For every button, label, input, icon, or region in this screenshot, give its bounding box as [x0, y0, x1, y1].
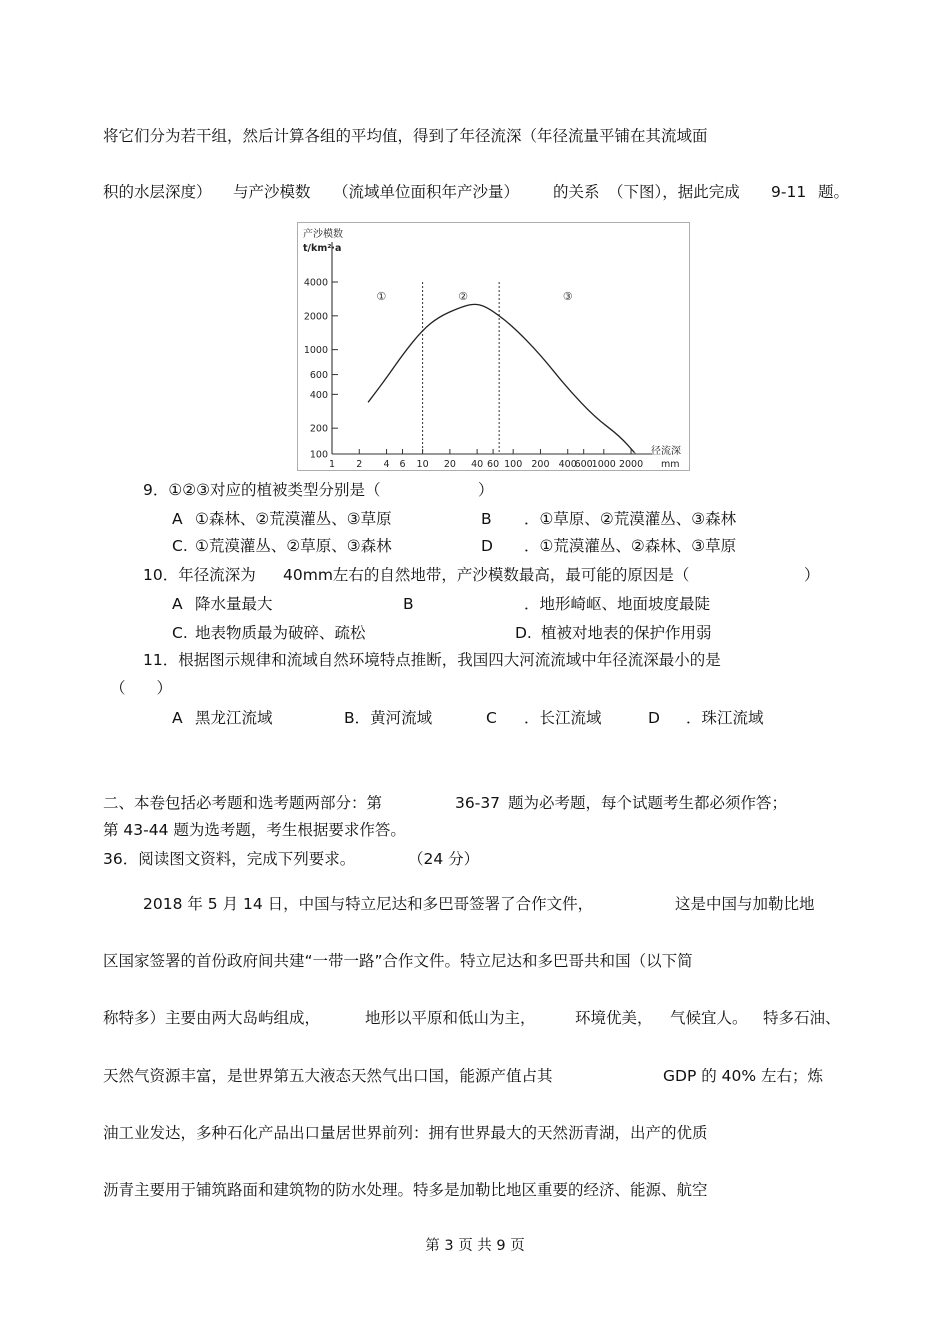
- intro-line-2f: 9-11: [771, 183, 807, 201]
- q36-p1a: 2018 年 5 月 14 日，中国与特立尼达和多巴哥签署了合作文件，: [143, 895, 594, 913]
- chart-x-tick-label: 400: [558, 459, 577, 470]
- q11-d-label: D: [648, 709, 660, 727]
- q9-option-a: ①森林、②荒漠灌丛、③草原: [195, 510, 392, 528]
- chart-y-tick-label: 2000: [303, 311, 328, 323]
- chart-x-tick-label: 2000: [618, 459, 644, 470]
- chart-y-tick-label: 4000: [303, 277, 328, 289]
- q9-option-d: ．①荒漠灌丛、②森林、③草原: [524, 537, 737, 555]
- q9-option-b: ．①草原、②荒漠灌丛、③森林: [524, 510, 737, 528]
- q11-c-label: C: [486, 709, 497, 727]
- intro-line-2b: 与产沙模数: [233, 183, 311, 201]
- chart-y-tick-label: 200: [309, 423, 328, 435]
- chart-x-tick-label: 60: [487, 459, 500, 470]
- chart-x-tick-label: 200: [531, 459, 550, 470]
- intro-line-2e: （下图），据此完成: [608, 183, 740, 201]
- chart-x-tick-label: 10: [416, 459, 429, 470]
- q36-p3c: 环境优美，: [575, 1009, 653, 1027]
- chart-svg: [297, 222, 690, 471]
- chart-ylabel-2: t/km²·a: [303, 243, 342, 254]
- q9-b-label: B: [481, 510, 492, 528]
- q36-p2: 区国家签署的首份政府间共建“一带一路”合作文件。特立尼达和多巴哥共和国（以下简: [103, 952, 693, 970]
- q10-a-label: A: [172, 595, 183, 613]
- q9-close: ）: [478, 481, 494, 499]
- section2-line1b: 36-37: [455, 794, 501, 812]
- q11-paren: （ ）: [110, 679, 173, 697]
- q9-stem: 9．①②③对应的植被类型分别是（: [143, 481, 381, 499]
- q10-stem-b: 40mm左右的自然地带，产沙模数最高，最可能的原因是（: [283, 566, 690, 584]
- q9-c-label: C.: [172, 537, 188, 555]
- q11-option-d: ．珠江流域: [686, 709, 764, 727]
- chart-ylabel-1: 产沙模数: [303, 229, 343, 240]
- q10-close: ）: [804, 566, 820, 584]
- chart-xlabel-1: 径流深: [651, 446, 681, 457]
- intro-line-2c: （流域单位面积年产沙量）: [333, 183, 520, 201]
- chart-y-tick-label: 400: [309, 389, 328, 401]
- chart-x-tick-label: 6: [399, 459, 406, 470]
- chart-zone-label: ①: [376, 290, 387, 303]
- q36-stem: 36．阅读图文资料，完成下列要求。: [103, 850, 356, 868]
- q9-d-label: D: [481, 537, 493, 555]
- q9-a-label: A: [172, 510, 183, 528]
- chart-y-tick-label: 600: [309, 370, 328, 382]
- q9-option-c: ①荒漠灌丛、②草原、③森林: [195, 537, 392, 555]
- q10-option-b: ．地形崎岖、地面坡度最陡: [524, 595, 711, 613]
- section2-line1a: 二、本卷包括必考题和选考题两部分：第: [103, 794, 383, 812]
- page-footer: 第 3 页 共 9 页: [425, 1238, 525, 1254]
- q10-stem-a: 10．年径流深为: [143, 566, 256, 584]
- q36-p3e: 特多石油、: [763, 1009, 841, 1027]
- q10-option-d: 植被对地表的保护作用弱: [541, 624, 712, 642]
- q11-a-label: A: [172, 709, 183, 727]
- q36-p6: 沥青主要用于铺筑路面和建筑物的防水处理。特多是加勒比地区重要的经济、能源、航空: [103, 1181, 708, 1199]
- q11-stem: 11．根据图示规律和流域自然环境特点推断，我国四大河流流域中年径流深最小的是: [143, 651, 721, 669]
- q36-p1b: 这是中国与加勒比地: [675, 895, 815, 913]
- chart-zone-label: ②: [458, 290, 469, 303]
- section2-line2: 第 43-44 题为选考题，考生根据要求作答。: [103, 821, 406, 839]
- chart-x-tick-label: 1000: [591, 459, 616, 470]
- runoff-sediment-chart: [297, 222, 690, 471]
- q11-option-a: 黑龙江流域: [195, 709, 273, 727]
- q36-p3d: 气候宜人。: [670, 1009, 748, 1027]
- q36-p3b: 地形以平原和低山为主，: [365, 1009, 536, 1027]
- q10-b-label: B: [403, 595, 414, 613]
- q10-option-a: 降水量最大: [195, 595, 273, 613]
- chart-x-tick-label: 2: [356, 459, 363, 470]
- q36-p3a: 称特多）主要由两大岛屿组成，: [103, 1009, 321, 1027]
- q36-p4b: GDP 的 40% 左右；炼: [663, 1067, 824, 1085]
- chart-zone-label: ③: [562, 290, 573, 303]
- q36-p4a: 天然气资源丰富，是世界第五大液态天然气出口国，能源产值占其: [103, 1067, 553, 1085]
- chart-x-tick-label: 600: [574, 459, 593, 470]
- chart-xlabel-2: mm: [661, 459, 680, 470]
- chart-y-tick-label: 100: [309, 449, 328, 461]
- q11-option-c: ．长江流域: [524, 709, 602, 727]
- section2-line1c: 题为必考题，每个试题考生都必须作答；: [508, 794, 788, 812]
- chart-y-tick-label: 1000: [303, 345, 328, 357]
- chart-x-tick-label: 4: [383, 459, 390, 470]
- q10-d-label: D.: [515, 624, 532, 642]
- intro-line-2d: 的关系: [553, 183, 600, 201]
- chart-x-tick-label: 40: [471, 459, 484, 470]
- intro-line-2a: 积的水层深度）: [103, 183, 212, 201]
- q11-option-b: B．黄河流域: [344, 709, 433, 727]
- q36-score: （24 分）: [408, 850, 480, 868]
- q10-c-label: C.: [172, 624, 188, 642]
- chart-x-tick-label: 100: [504, 459, 523, 470]
- q10-option-c: 地表物质最为破碎、疏松: [195, 624, 366, 642]
- intro-line-1: 将它们分为若干组，然后计算各组的平均值，得到了年径流深（年径流量平铺在其流域面: [103, 127, 708, 145]
- chart-x-tick-label: 1: [328, 459, 336, 470]
- chart-frame: [298, 223, 690, 471]
- intro-line-2g: 题。: [818, 183, 850, 201]
- q36-p5: 油工业发达，多种石化产品出口量居世界前列：拥有世界最大的天然沥青湖，出产的优质: [103, 1124, 708, 1142]
- chart-x-tick-label: 20: [443, 459, 456, 470]
